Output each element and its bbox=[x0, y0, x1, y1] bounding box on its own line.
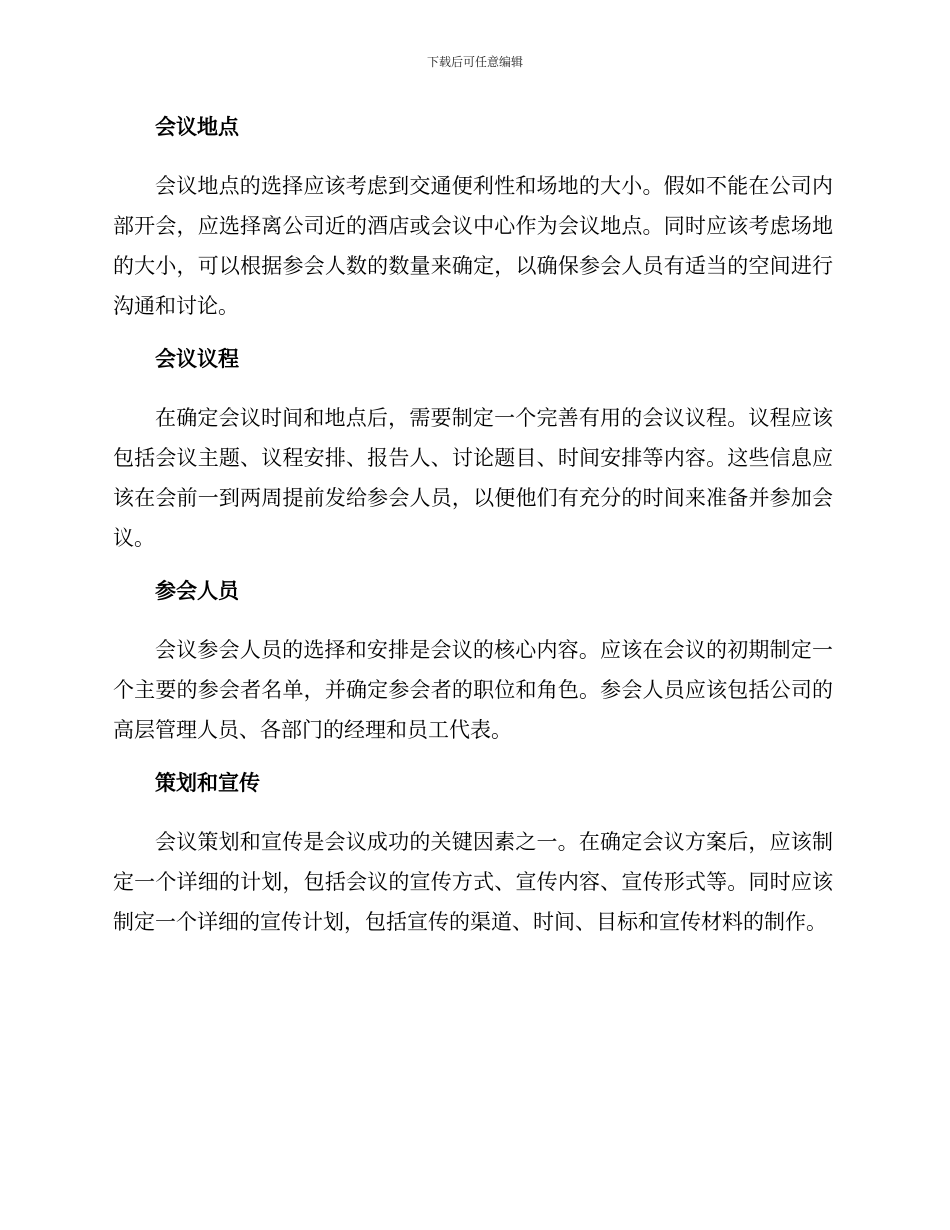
section-paragraph: 会议策划和宣传是会议成功的关键因素之一。在确定会议方案后，应该制定一个详细的计划，包括会议的宣传方式、宣传内容、宣传形式等。同时应该制定一个详细的宣传计划，包括宣传的渠道、时间、目标和宣传材料的制作。 bbox=[113, 830, 833, 934]
document-content bbox=[113, 110, 833, 958]
section-meeting-agenda bbox=[113, 342, 833, 558]
section-paragraph: 在确定会议时间和地点后，需要制定一个完善有用的会议议程。议程应该包括会议主题、议程安排、报告人、讨论题目、时间安排等内容。这些信息应该在会前一到两周提前发给参会人员，以便他们有充分的时间来准备并参加会议。 bbox=[113, 406, 833, 550]
section-heading: 策划和宣传 bbox=[155, 771, 260, 795]
section-meeting-location bbox=[113, 110, 833, 326]
section-paragraph: 会议参会人员的选择和安排是会议的核心内容。应该在会议的初期制定一个主要的参会者名单，并确定参会者的职位和角色。参会人员应该包括公司的高层管理人员、各部门的经理和员工代表。 bbox=[113, 638, 833, 742]
section-planning-promotion bbox=[113, 766, 833, 942]
section-heading: 参会人员 bbox=[155, 579, 239, 603]
page-header-note: 下载后可任意编辑 bbox=[426, 55, 523, 69]
section-heading: 会议地点 bbox=[155, 115, 239, 139]
section-paragraph: 会议地点的选择应该考虑到交通便利性和场地的大小。假如不能在公司内部开会，应选择离公司近的酒店或会议中心作为会议地点。同时应该考虑场地的大小，可以根据参会人数的数量来确定，以确保参会人员有适当的空间进行沟通和讨论。 bbox=[113, 174, 833, 318]
section-heading: 会议议程 bbox=[155, 347, 239, 371]
section-attendees bbox=[113, 574, 833, 750]
